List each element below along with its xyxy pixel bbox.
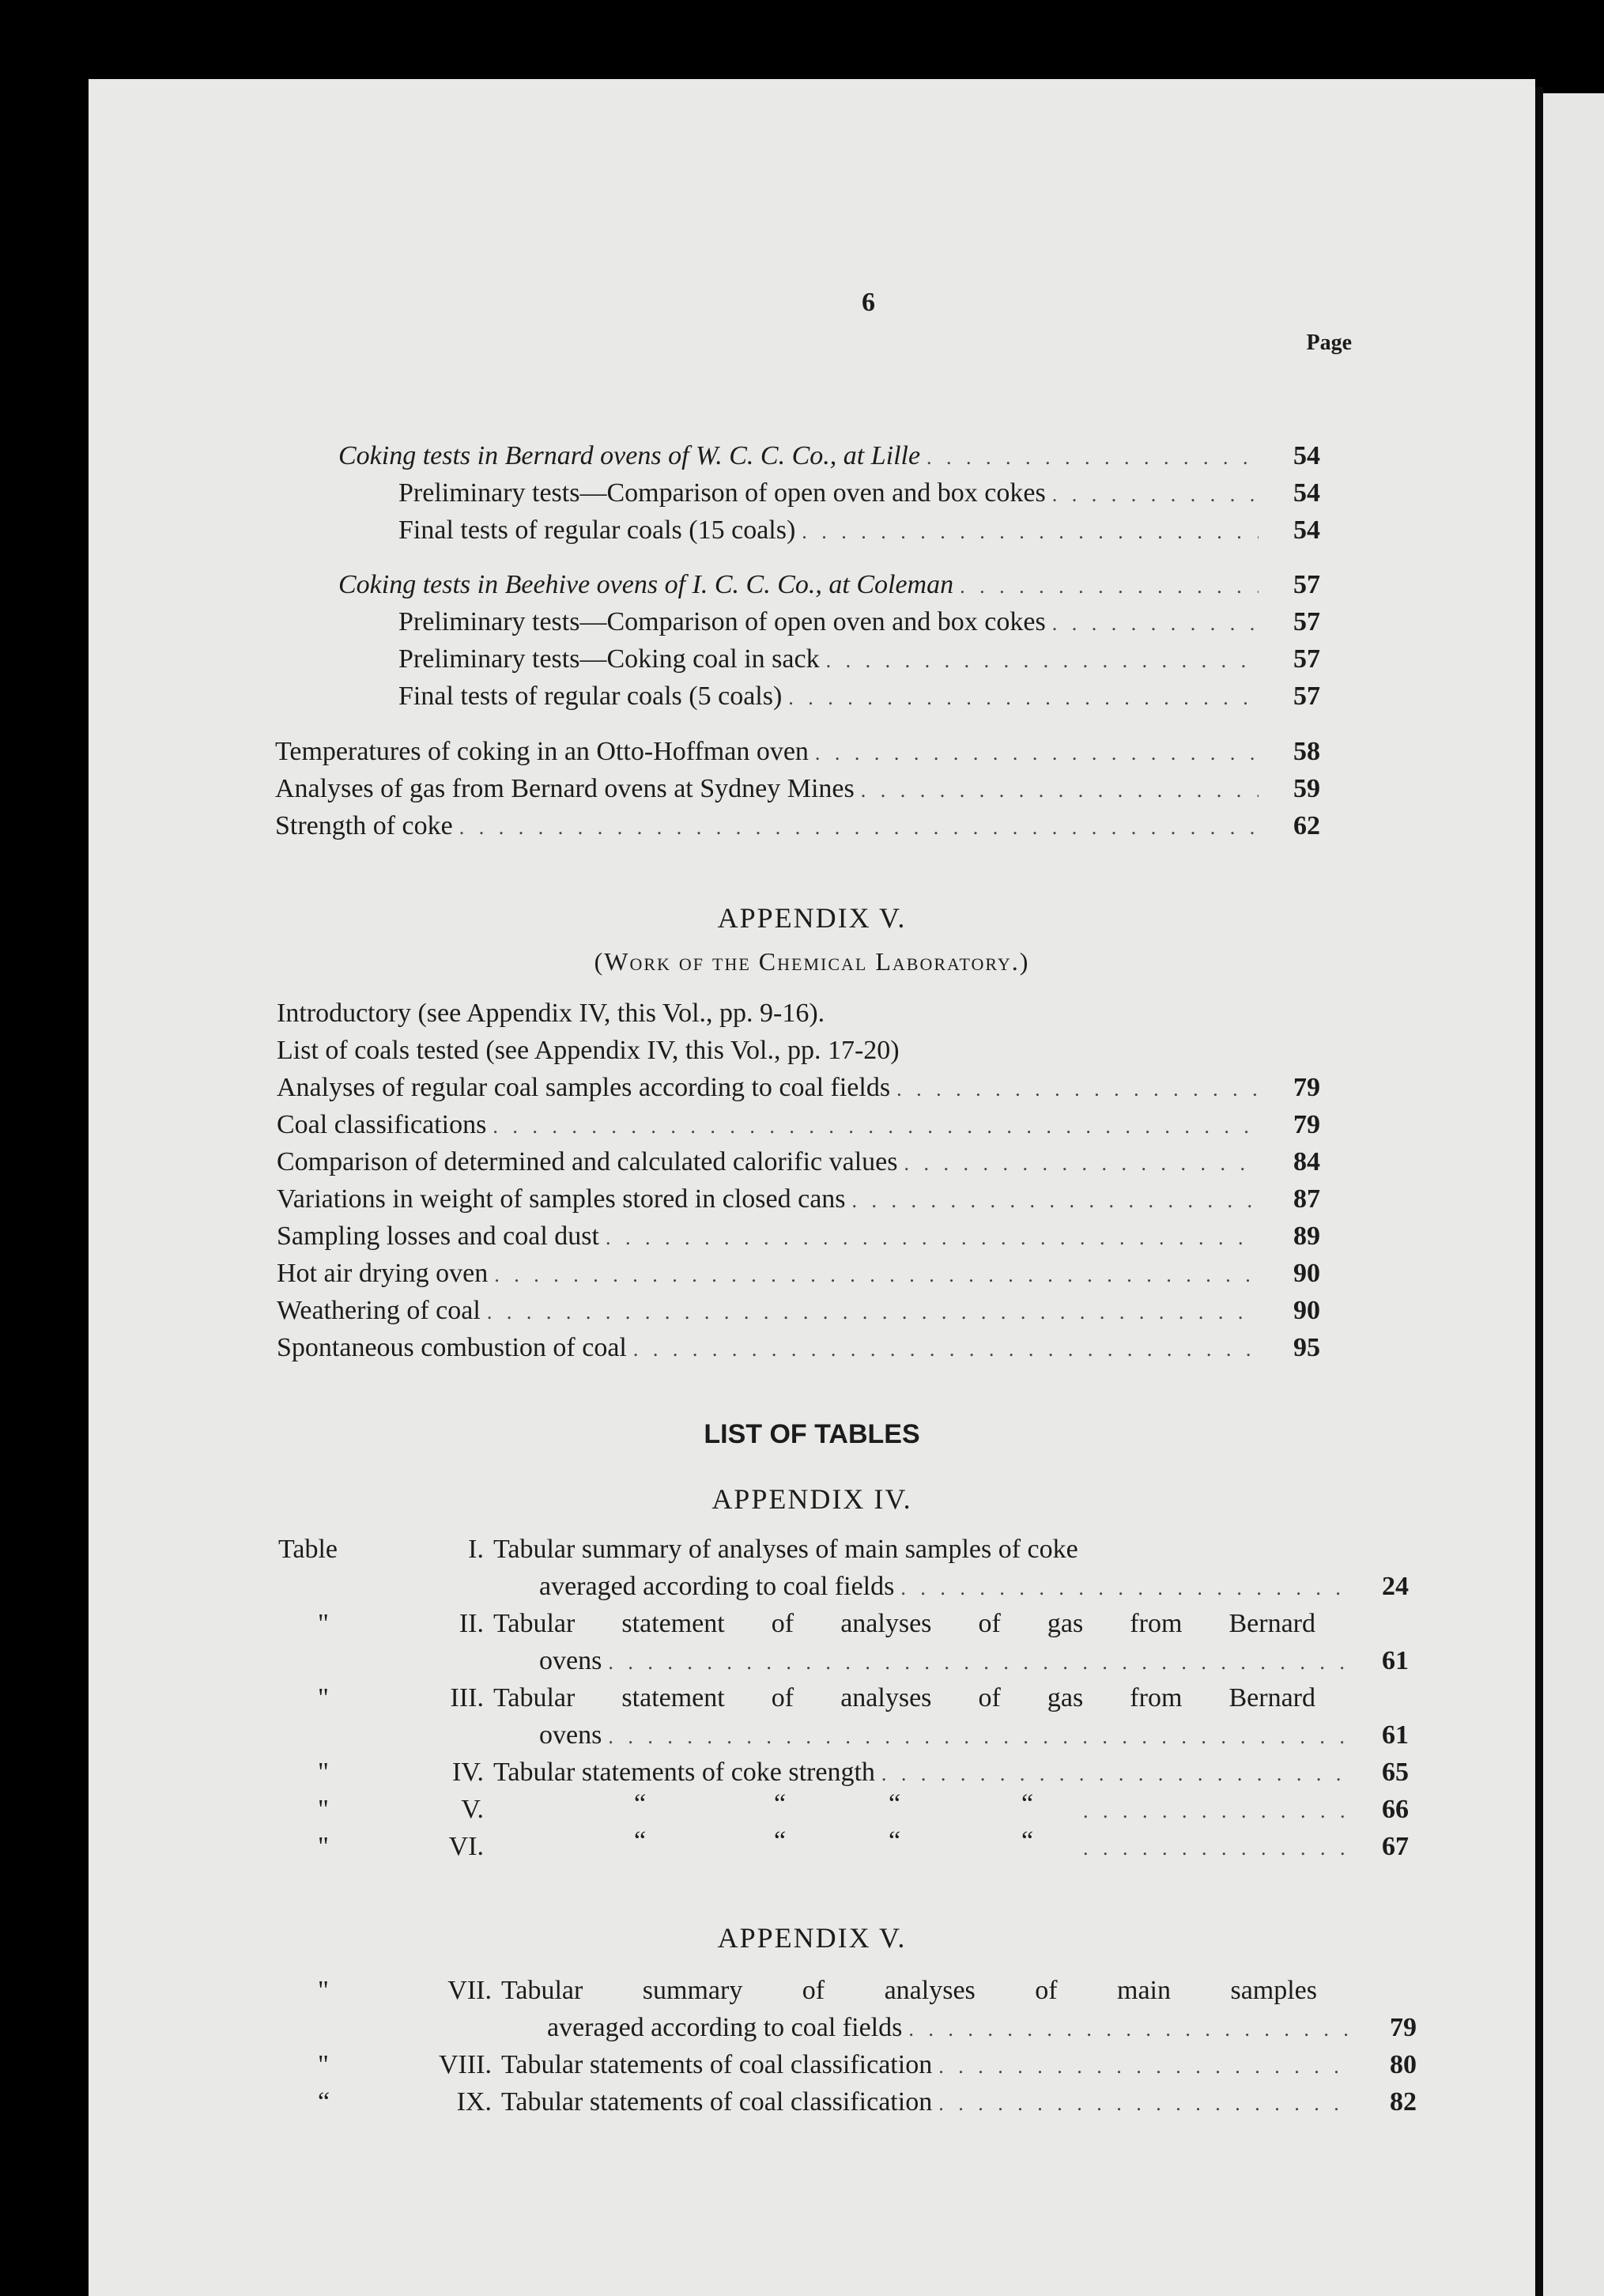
leader-dots xyxy=(900,1571,1347,1606)
page-ref: 57 xyxy=(1293,570,1320,599)
leader-dots xyxy=(938,2049,1355,2084)
table-entry-i xyxy=(539,1569,1409,1606)
table-roman: VI. xyxy=(448,1832,484,1861)
table-roman: III. xyxy=(450,1683,484,1713)
appendix-v-subheading: (Work of the Chemical Laboratory.) xyxy=(594,947,1030,976)
page-ref: 61 xyxy=(1382,1720,1409,1750)
page-ref: 79 xyxy=(1390,2013,1417,2042)
ditto-mark: " xyxy=(318,1832,329,1861)
toc-entry xyxy=(398,513,1320,548)
leader-dots xyxy=(815,736,1259,771)
ditto-mark: " xyxy=(318,1609,329,1638)
table-entry-viii xyxy=(501,2048,1417,2084)
table-title-line: Tabular statements of coke strength xyxy=(493,1758,875,1787)
leader-dots xyxy=(896,1072,1259,1107)
ditto-marks-row xyxy=(493,1787,1094,1822)
list-of-tables-heading: LIST OF TABLES xyxy=(704,1419,920,1449)
leader-dots xyxy=(788,681,1259,716)
toc-entry-label: Preliminary tests—Coking coal in sack xyxy=(398,644,820,674)
toc-entry-label: Weathering of coal xyxy=(277,1296,481,1325)
page-ref: 58 xyxy=(1293,737,1320,766)
page-ref: 80 xyxy=(1390,2050,1417,2079)
leader-dots xyxy=(861,773,1259,808)
toc-entry-label: Comparison of determined and calculated calorific values xyxy=(277,1147,898,1176)
leader-dots xyxy=(960,569,1259,604)
toc-entry xyxy=(275,772,1320,806)
toc-entry-label: Coking tests in Bernard ovens of W. C. C. Co., at Lille xyxy=(338,441,921,470)
page-ref: 59 xyxy=(1293,774,1320,803)
page-ref: 95 xyxy=(1293,1333,1320,1362)
page-ref: 54 xyxy=(1293,441,1320,470)
toc-entry xyxy=(398,642,1320,677)
toc-entry-label: Final tests of regular coals (5 coals) xyxy=(398,682,783,711)
toc-entry xyxy=(277,1145,1320,1180)
leader-dots xyxy=(927,440,1259,475)
intro-line: List of coals tested (see Appendix IV, this Vol., pp. 17-20) xyxy=(277,1036,900,1065)
toc-entry xyxy=(398,605,1320,640)
toc-entry xyxy=(398,679,1320,714)
ditto-mark: " xyxy=(318,1683,329,1713)
leader-dots xyxy=(1083,1794,1347,1829)
toc-entry xyxy=(277,1219,1320,1254)
toc-entry-label: Spontaneous combustion of coal xyxy=(277,1333,627,1362)
page-ref: 79 xyxy=(1293,1110,1320,1139)
page-ref: 54 xyxy=(1293,478,1320,508)
table-entry-vi xyxy=(1077,1830,1409,1866)
intro-line: Introductory (see Appendix IV, this Vol., pp. 9-16). xyxy=(277,999,825,1028)
page-ref: 89 xyxy=(1293,1222,1320,1251)
toc-entry-label: Coal classifications xyxy=(277,1110,487,1139)
ditto-mark: “ xyxy=(1021,1789,1034,1818)
page-ref: 65 xyxy=(1382,1758,1409,1787)
toc-entry-label: Variations in weight of samples stored in closed cans xyxy=(277,1184,846,1214)
toc-entry-label: Preliminary tests—Comparison of open oven and box cokes xyxy=(398,478,1046,508)
table-roman: I. xyxy=(468,1535,484,1564)
ditto-mark: “ xyxy=(1021,1826,1034,1856)
ditto-mark: “ xyxy=(774,1789,787,1818)
table-title-line: Tabular statement of analyses of gas from Bernard xyxy=(493,1683,1315,1713)
ditto-mark: " xyxy=(318,2050,329,2079)
toc-entry-label: Sampling losses and coal dust xyxy=(277,1222,599,1251)
page-ref: 90 xyxy=(1293,1259,1320,1288)
table-entry-v xyxy=(1077,1792,1409,1829)
leader-dots xyxy=(487,1295,1259,1330)
ditto-mark: “ xyxy=(889,1789,901,1818)
table-title-line: ovens xyxy=(539,1720,602,1750)
toc-entry xyxy=(277,1108,1320,1142)
toc-entry xyxy=(277,1331,1320,1365)
ditto-mark: “ xyxy=(889,1826,901,1856)
page-ref: 62 xyxy=(1293,811,1320,840)
leader-dots xyxy=(938,2086,1355,2121)
page-ref: 90 xyxy=(1293,1296,1320,1325)
page-ref: 57 xyxy=(1293,644,1320,674)
toc-entry-label: Final tests of regular coals (15 coals) xyxy=(398,515,796,545)
leader-dots xyxy=(608,1645,1347,1680)
tables-appendix-v-heading: APPENDIX V. xyxy=(717,1922,907,1954)
leader-dots xyxy=(606,1221,1259,1256)
document-page xyxy=(89,79,1535,2296)
page-ref: 84 xyxy=(1293,1147,1320,1176)
page-ref: 57 xyxy=(1293,607,1320,636)
toc-entry xyxy=(277,1182,1320,1217)
leader-dots xyxy=(904,1146,1259,1181)
leader-dots xyxy=(802,515,1259,549)
toc-entry xyxy=(277,1071,1320,1105)
table-title-line: Tabular summary of analyses of main samples of coke xyxy=(493,1535,1078,1564)
page-ref: 57 xyxy=(1293,682,1320,711)
page-spine-shadow xyxy=(1535,87,1543,2296)
ditto-marks-row xyxy=(493,1824,1094,1859)
page-ref: 79 xyxy=(1293,1073,1320,1102)
table-entry-vii xyxy=(547,2011,1417,2047)
page-ref: 61 xyxy=(1382,1646,1409,1675)
leader-dots xyxy=(826,644,1259,678)
leader-dots xyxy=(459,810,1259,845)
ditto-mark: " xyxy=(318,1758,329,1787)
leader-dots xyxy=(908,2012,1355,2047)
toc-entry xyxy=(275,734,1320,769)
page-ref: 66 xyxy=(1382,1795,1409,1824)
ditto-mark: “ xyxy=(634,1826,647,1856)
leader-dots xyxy=(608,1720,1347,1754)
page-ref: 24 xyxy=(1382,1572,1409,1601)
toc-entry-label: Coking tests in Beehive ovens of I. C. C. Co., at Coleman xyxy=(338,570,954,599)
table-title-line: averaged according to coal fields xyxy=(547,2013,903,2042)
page-ref: 82 xyxy=(1390,2087,1417,2117)
toc-entry-label: Analyses of regular coal samples according to coal fields xyxy=(277,1073,891,1102)
table-entry-iii xyxy=(539,1718,1409,1754)
table-title-line: averaged according to coal fields xyxy=(539,1572,895,1601)
table-title-line: Tabular statements of coal classification xyxy=(501,2050,933,2079)
ditto-mark: " xyxy=(318,1795,329,1824)
toc-entry xyxy=(338,439,1320,474)
page-content xyxy=(89,79,1535,2296)
table-entry-ii xyxy=(539,1644,1409,1680)
ditto-mark: “ xyxy=(634,1789,647,1818)
page-ref: 87 xyxy=(1293,1184,1320,1214)
toc-entry-label: Preliminary tests—Comparison of open oven and box cokes xyxy=(398,607,1046,636)
toc-entry-label: Temperatures of coking in an Otto-Hoffman oven xyxy=(275,737,809,766)
table-roman: II. xyxy=(459,1609,484,1638)
table-roman: IV. xyxy=(452,1758,484,1787)
ditto-mark: " xyxy=(318,1976,329,2005)
toc-entry xyxy=(275,809,1320,844)
page-ref: 54 xyxy=(1293,515,1320,545)
page-column-heading: Page xyxy=(1306,330,1352,355)
table-roman: VIII. xyxy=(438,2050,492,2079)
leader-dots xyxy=(494,1258,1259,1293)
table-roman: V. xyxy=(461,1795,484,1824)
toc-entry xyxy=(338,568,1320,602)
appendix-v-heading: APPENDIX V. xyxy=(717,902,907,934)
leader-dots xyxy=(633,1332,1259,1367)
leader-dots xyxy=(1052,606,1259,641)
adjacent-page-edge xyxy=(1543,93,1604,2296)
toc-entry-label: Strength of coke xyxy=(275,811,453,840)
toc-entry-label: Analyses of gas from Bernard ovens at Sydney Mines xyxy=(275,774,855,803)
ditto-mark: “ xyxy=(774,1826,787,1856)
toc-entry xyxy=(277,1293,1320,1328)
tables-label: Table xyxy=(278,1535,338,1564)
ditto-mark: “ xyxy=(318,2087,330,2117)
toc-entry-label: Hot air drying oven xyxy=(277,1259,489,1288)
page-ref: 67 xyxy=(1382,1832,1409,1861)
leader-dots xyxy=(1083,1831,1347,1866)
table-title-line: Tabular summary of analyses of main samples xyxy=(501,1976,1317,2005)
leader-dots xyxy=(1052,478,1259,512)
table-title-line: Tabular statement of analyses of gas from Bernard xyxy=(493,1609,1315,1638)
table-entry-ix xyxy=(501,2085,1417,2121)
table-title-line: Tabular statements of coal classification xyxy=(501,2087,933,2117)
table-roman: VII. xyxy=(447,1976,492,2005)
table-roman: IX. xyxy=(456,2087,492,2117)
leader-dots xyxy=(493,1109,1259,1144)
toc-entry xyxy=(277,1256,1320,1291)
toc-entry xyxy=(398,476,1320,511)
tables-appendix-iv-heading: APPENDIX IV. xyxy=(711,1483,912,1515)
page-number: 6 xyxy=(862,288,875,317)
table-title-line: ovens xyxy=(539,1646,602,1675)
leader-dots xyxy=(852,1184,1259,1218)
